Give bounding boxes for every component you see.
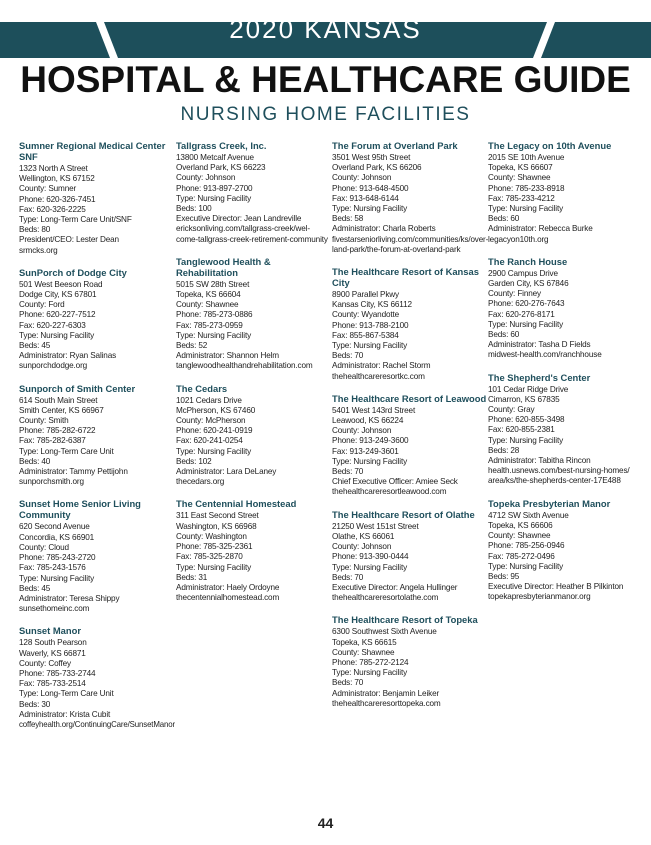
facility-name: The Forum at Overland Park [332, 140, 458, 151]
facility-detail-line: 620 Second Avenue [19, 521, 90, 532]
facility-detail-line: Type: Nursing Facility [332, 455, 408, 466]
facility-name: Sunset Manor [19, 625, 81, 637]
facility-detail-line: Chief Executive Officer: Amiee Seck [332, 476, 458, 487]
facility-detail-line: Phone: 785-325-2361 [176, 541, 253, 552]
facility-entry [488, 498, 646, 602]
facility-detail-line: Phone: 785-733-2744 [19, 667, 96, 678]
facility-detail-line: Beds: 100 [176, 203, 212, 214]
facility-detail-line: Phone: 620-276-7643 [488, 298, 565, 309]
facility-detail-line: Fax: 785-272-0496 [488, 550, 555, 561]
facility-name: Sunset Home Senior Living Community [19, 498, 141, 521]
header-banner [0, 0, 651, 58]
facility-entry [176, 140, 334, 244]
facility-detail-line: Overland Park, KS 66223 [176, 162, 266, 173]
facility-detail-line: County: McPherson [176, 415, 246, 426]
facility-detail-line: Phone: 785-243-2720 [19, 552, 96, 563]
facility-name: The Cedars [176, 382, 228, 394]
facility-detail-line: County: Johnson [332, 172, 392, 183]
facility-detail-line: Type: Nursing Facility [488, 434, 564, 445]
facility-detail-line: Type: Nursing Facility [332, 561, 408, 572]
facility-detail-line: Fax: 620-855-2381 [488, 424, 555, 435]
facility-name: The Legacy on 10th Avenue [488, 140, 612, 151]
facility-detail-line: County: Johnson [176, 172, 236, 183]
section-subtitle: NURSING HOME FACILITIES [180, 104, 471, 125]
facility-detail-line: Beds: 70 [332, 677, 364, 688]
facility-detail-line: Beds: 45 [19, 340, 51, 351]
facility-detail-line: land-park/the-forum-at-overland-park [332, 243, 461, 254]
facility-detail-line: Type: Nursing Facility [19, 329, 95, 340]
facility-detail-line: Beds: 80 [19, 224, 51, 235]
facility-detail-line: County: Shawnee [176, 299, 239, 310]
facility-detail-line: 128 South Pearson [19, 637, 87, 648]
facility-detail-line: Wellington, KS 67152 [19, 173, 95, 184]
facility-detail-line: Topeka, KS 66607 [488, 162, 553, 173]
facility-detail-line: Fax: 855-867-5384 [332, 329, 399, 340]
facility-detail-line: McPherson, KS 67460 [176, 404, 256, 415]
facility-detail-line: Administrator: Rachel Storm [332, 360, 431, 371]
facility-detail-line: 2900 Campus Drive [488, 267, 558, 278]
facility-detail-line: Beds: 70 [332, 466, 364, 477]
banner-title: 2020 KANSAS [229, 14, 422, 44]
facility-detail-line: Beds: 95 [488, 570, 520, 581]
facility-name: Tallgrass Creek, Inc. [176, 140, 267, 151]
page-number: 44 [317, 815, 334, 831]
facility-detail-line: Phone: 785-233-8918 [488, 182, 565, 193]
facility-detail-line: Fax: 620-326-2225 [19, 203, 86, 214]
facility-detail-line: Fax: 913-249-3601 [332, 445, 399, 456]
facility-detail-line: Topeka, KS 66604 [176, 289, 241, 300]
facility-detail-line: Phone: 785-282-6722 [19, 425, 96, 436]
facility-name: SunPorch of Dodge City [19, 266, 127, 278]
facility-detail-line: srmcks.org [19, 244, 58, 255]
facility-entry [488, 372, 646, 486]
facility-detail-line: Topeka, KS 66606 [488, 519, 553, 530]
facility-detail-line: Phone: 785-256-0946 [488, 540, 565, 551]
facility-detail-line: Fax: 785-325-2870 [176, 551, 243, 562]
facility-detail-line: Fax: 785-282-6387 [19, 435, 86, 446]
facility-detail-line: Beds: 60 [488, 213, 520, 224]
facility-entry [488, 140, 646, 244]
facility-detail-line: Fax: 785-273-0959 [176, 319, 243, 330]
facility-name: Sunporch of Smith Center [19, 382, 136, 394]
facility-detail-line: County: Cloud [19, 541, 69, 552]
facility-detail-line: fivestarseniorliving.com/communities/ks/over- [332, 233, 489, 244]
facility-name: The Healthcare Resort of Leawood [332, 392, 487, 404]
facility-detail-line: thecedars.org [176, 476, 225, 487]
facility-detail-line: thehealthcareresortleawood.com [332, 486, 447, 497]
facility-detail-line: Type: Nursing Facility [332, 340, 408, 351]
facility-detail-line: Smith Center, KS 66967 [19, 404, 104, 415]
facility-detail-line: Fax: 785-233-4212 [488, 192, 555, 203]
facility-detail-line: Beds: 30 [19, 698, 51, 709]
facility-detail-line: area/ks/the-shepherds-center-17E488 [488, 475, 621, 486]
facility-entry [19, 267, 177, 371]
facility-detail-line: Beds: 52 [176, 340, 208, 351]
facility-detail-line: Phone: 785-272-2124 [332, 656, 409, 667]
facility-detail-line: Executive Director: Heather B Pilkinton [488, 581, 624, 592]
facility-detail-line: Beds: 58 [332, 213, 364, 224]
facility-detail-line: Phone: 913-788-2100 [332, 319, 409, 330]
facility-detail-line: Administrator: Teresa Shippy [19, 592, 120, 603]
facility-detail-line: Concordia, KS 66901 [19, 531, 95, 542]
facility-detail-line: 1323 North A Street [19, 163, 88, 173]
facility-detail-line: Kansas City, KS 66112 [332, 299, 412, 310]
facility-name: The Healthcare Resort of Olathe [332, 508, 475, 520]
facility-detail-line: Beds: 45 [19, 582, 51, 593]
facility-detail-line: Fax: 785-243-1576 [19, 562, 86, 573]
facility-detail-line: Administrator: Ryan Salinas [19, 350, 117, 361]
facility-entry [332, 140, 490, 254]
directory-column-4 [488, 140, 646, 614]
page-title-text: HOSPITAL & HEALTHCARE GUIDE [20, 59, 631, 100]
facility-detail-line: Phone: 785-273-0886 [176, 309, 253, 320]
facility-entry [176, 498, 334, 602]
facility-detail-line: come-tallgrass-creek-retirement-community [176, 233, 328, 244]
facility-detail-line: Administrator: Tasha D Fields [488, 339, 591, 350]
facility-detail-line: County: Johnson [332, 425, 392, 436]
facility-detail-line: Executive Director: Angela Hullinger [332, 581, 458, 592]
directory-column-2 [176, 140, 334, 614]
facility-detail-line: 21250 West 151st Street [332, 520, 419, 531]
facility-name: The Ranch House [488, 255, 568, 267]
facility-detail-line: Leawood, KS 66224 [332, 415, 404, 426]
facility-detail-line: Dodge City, KS 67801 [19, 289, 97, 300]
facility-detail-line: midwest-health.com/ranchhouse [488, 349, 602, 360]
facility-detail-line: Administrator: Lara DeLaney [176, 466, 277, 477]
facility-detail-line: County: Smith [19, 415, 69, 426]
facility-detail-line: 5401 West 143rd Street [332, 404, 416, 415]
facility-detail-line: 101 Cedar Ridge Drive [488, 383, 569, 394]
facility-entry [332, 266, 490, 381]
facility-name: Tanglewood Health & Rehabilitation [176, 255, 271, 278]
facility-detail-line: 501 West Beeson Road [19, 278, 103, 289]
facility-detail-line: Beds: 70 [332, 350, 364, 361]
facility-detail-line: Type: Long-Term Care Unit/SNF [19, 214, 132, 225]
facility-detail-line: Administrator: Shannon Helm [176, 350, 279, 361]
facility-detail-line: Administrator: Charla Roberts [332, 223, 436, 234]
facility-detail-line: Type: Nursing Facility [332, 203, 408, 214]
facility-detail-line: Fax: 620-241-0254 [176, 435, 243, 446]
facility-detail-line: Phone: 620-241-0919 [176, 425, 253, 436]
facility-detail-line: County: Coffey [19, 657, 71, 668]
facility-name: Topeka Presbyterian Manor [488, 497, 611, 509]
facility-entry [488, 256, 646, 360]
facility-detail-line: Phone: 913-390-0444 [332, 551, 409, 562]
facility-detail-line: Type: Nursing Facility [19, 572, 95, 583]
facility-detail-line: Administrator: Tabitha Rincon [488, 455, 591, 466]
facility-detail-line: 614 South Main Street [19, 394, 98, 405]
facility-detail-line: Administrator: Haely Ordoyne [176, 581, 280, 592]
facility-detail-line: County: Finney [488, 288, 542, 299]
facility-detail-line: Olathe, KS 66061 [332, 530, 395, 541]
facility-detail-line: thehealthcareresorttopeka.com [332, 697, 441, 708]
facility-name: Sumner Regional Medical Center SNF [19, 140, 166, 162]
directory-column-3 [332, 140, 490, 720]
facility-detail-line: Type: Nursing Facility [332, 667, 408, 678]
facility-detail-line: 13800 Metcalf Avenue [176, 152, 254, 162]
facility-detail-line: 2015 SE 10th Avenue [488, 152, 565, 162]
facility-entry [19, 625, 177, 729]
facility-name: The Healthcare Resort of Kansas City [332, 266, 479, 289]
facility-detail-line: Phone: 620-326-7451 [19, 193, 96, 204]
facility-detail-line: County: Gray [488, 404, 535, 415]
facility-detail-line: Type: Nursing Facility [176, 445, 252, 456]
facility-detail-line: President/CEO: Lester Dean [19, 234, 119, 245]
facility-detail-line: topekapresbyterianmanor.org [488, 591, 591, 602]
facility-detail-line: Administrator: Tammy Pettijohn [19, 466, 128, 477]
facility-detail-line: County: Sumner [19, 183, 77, 194]
facility-detail-line: County: Shawnee [488, 172, 551, 183]
facility-detail-line: health.usnews.com/best-nursing-homes/ [488, 465, 630, 476]
facility-detail-line: sunporchsmith.org [19, 476, 84, 487]
facility-detail-line: 1021 Cedars Drive [176, 394, 242, 405]
facility-entry [332, 393, 490, 497]
facility-detail-line: 311 East Second Street [176, 510, 259, 521]
facility-detail-line: County: Shawnee [488, 530, 551, 541]
facility-detail-line: Phone: 620-227-7512 [19, 309, 96, 320]
facility-detail-line: sunsethomeinc.com [19, 603, 90, 614]
facility-detail-line: Phone: 913-648-4500 [332, 182, 409, 193]
facility-detail-line: Administrator: Rebecca Burke [488, 223, 593, 234]
facility-detail-line: Fax: 913-648-6144 [332, 192, 399, 203]
facility-detail-line: County: Washington [176, 530, 247, 541]
facility-detail-line: County: Ford [19, 299, 65, 310]
facility-detail-line: 3501 West 95th Street [332, 152, 411, 162]
facility-detail-line: County: Johnson [332, 541, 392, 552]
facility-detail-line: Overland Park, KS 66206 [332, 162, 422, 173]
facility-detail-line: sunporchdodge.org [19, 360, 88, 371]
facility-detail-line: Fax: 620-227-6303 [19, 319, 86, 330]
facility-detail-line: County: Wyandotte [332, 309, 400, 320]
facility-detail-line: Cimarron, KS 67835 [488, 393, 560, 404]
facility-detail-line: thehealthcareresortolathe.com [332, 592, 439, 603]
facility-name: The Centennial Homestead [176, 498, 297, 510]
facility-entry [19, 140, 177, 255]
facility-detail-line: Executive Director: Jean Landreville [176, 213, 302, 224]
facility-detail-line: Beds: 70 [332, 571, 364, 582]
facility-detail-line: Type: Nursing Facility [488, 203, 564, 214]
page-title [0, 59, 651, 101]
facility-name: The Shepherd's Center [488, 371, 591, 383]
facility-detail-line: thehealthcareresortkc.com [332, 370, 425, 381]
facility-detail-line: legacyon10th.org [488, 233, 549, 244]
facility-detail-line: 8900 Parallel Pkwy [332, 289, 399, 300]
facility-detail-line: Phone: 913-897-2700 [176, 182, 253, 193]
facility-detail-line: 4712 SW Sixth Avenue [488, 509, 569, 520]
facility-detail-line: Beds: 28 [488, 444, 520, 455]
facility-entry [19, 498, 177, 613]
facility-detail-line: Type: Nursing Facility [176, 561, 252, 572]
facility-detail-line: Topeka, KS 66615 [332, 636, 397, 647]
facility-detail-line: Phone: 913-249-3600 [332, 435, 409, 446]
directory-column-1 [19, 140, 177, 741]
facility-detail-line: Beds: 31 [176, 571, 208, 582]
facility-detail-line: Fax: 785-733-2514 [19, 678, 86, 689]
facility-detail-line: Type: Nursing Facility [488, 560, 564, 571]
facility-entry [332, 509, 490, 603]
facility-entry [332, 614, 490, 708]
facility-detail-line: Washington, KS 66968 [176, 520, 257, 531]
facility-detail-line: Fax: 620-276-8171 [488, 308, 555, 319]
facility-detail-line: Type: Nursing Facility [488, 318, 564, 329]
facility-detail-line: tanglewoodhealthandrehabilitation.com [176, 360, 313, 371]
facility-detail-line: County: Shawnee [332, 646, 395, 657]
facility-detail-line: Type: Nursing Facility [176, 329, 252, 340]
facility-detail-line: Beds: 60 [488, 329, 520, 340]
facility-detail-line: Beds: 102 [176, 455, 212, 466]
facility-detail-line: Waverly, KS 66871 [19, 647, 86, 658]
facility-detail-line: Garden City, KS 67846 [488, 278, 569, 289]
facility-entry [176, 383, 334, 487]
facility-detail-line: Type: Long-Term Care Unit [19, 688, 114, 699]
facility-detail-line: Phone: 620-855-3498 [488, 414, 565, 425]
facility-detail-line: Administrator: Krista Cubit [19, 708, 111, 719]
facility-detail-line: 6300 Southwest Sixth Avenue [332, 626, 437, 637]
facility-detail-line: Type: Long-Term Care Unit [19, 445, 114, 456]
facility-detail-line: ericksonliving.com/tallgrass-creek/wel- [176, 223, 310, 234]
facility-detail-line: coffeyhealth.org/ContinuingCare/SunsetManor [19, 718, 176, 729]
facility-detail-line: Beds: 40 [19, 455, 51, 466]
facility-detail-line: Administrator: Benjamin Leiker [332, 687, 440, 698]
facility-name: The Healthcare Resort of Topeka [332, 614, 478, 626]
facility-entry [19, 383, 177, 487]
facility-entry [176, 256, 334, 371]
facility-detail-line: 5015 SW 28th Street [176, 278, 250, 289]
facility-detail-line: Type: Nursing Facility [176, 192, 252, 203]
facility-detail-line: thecentennialhomestead.com [176, 592, 280, 603]
